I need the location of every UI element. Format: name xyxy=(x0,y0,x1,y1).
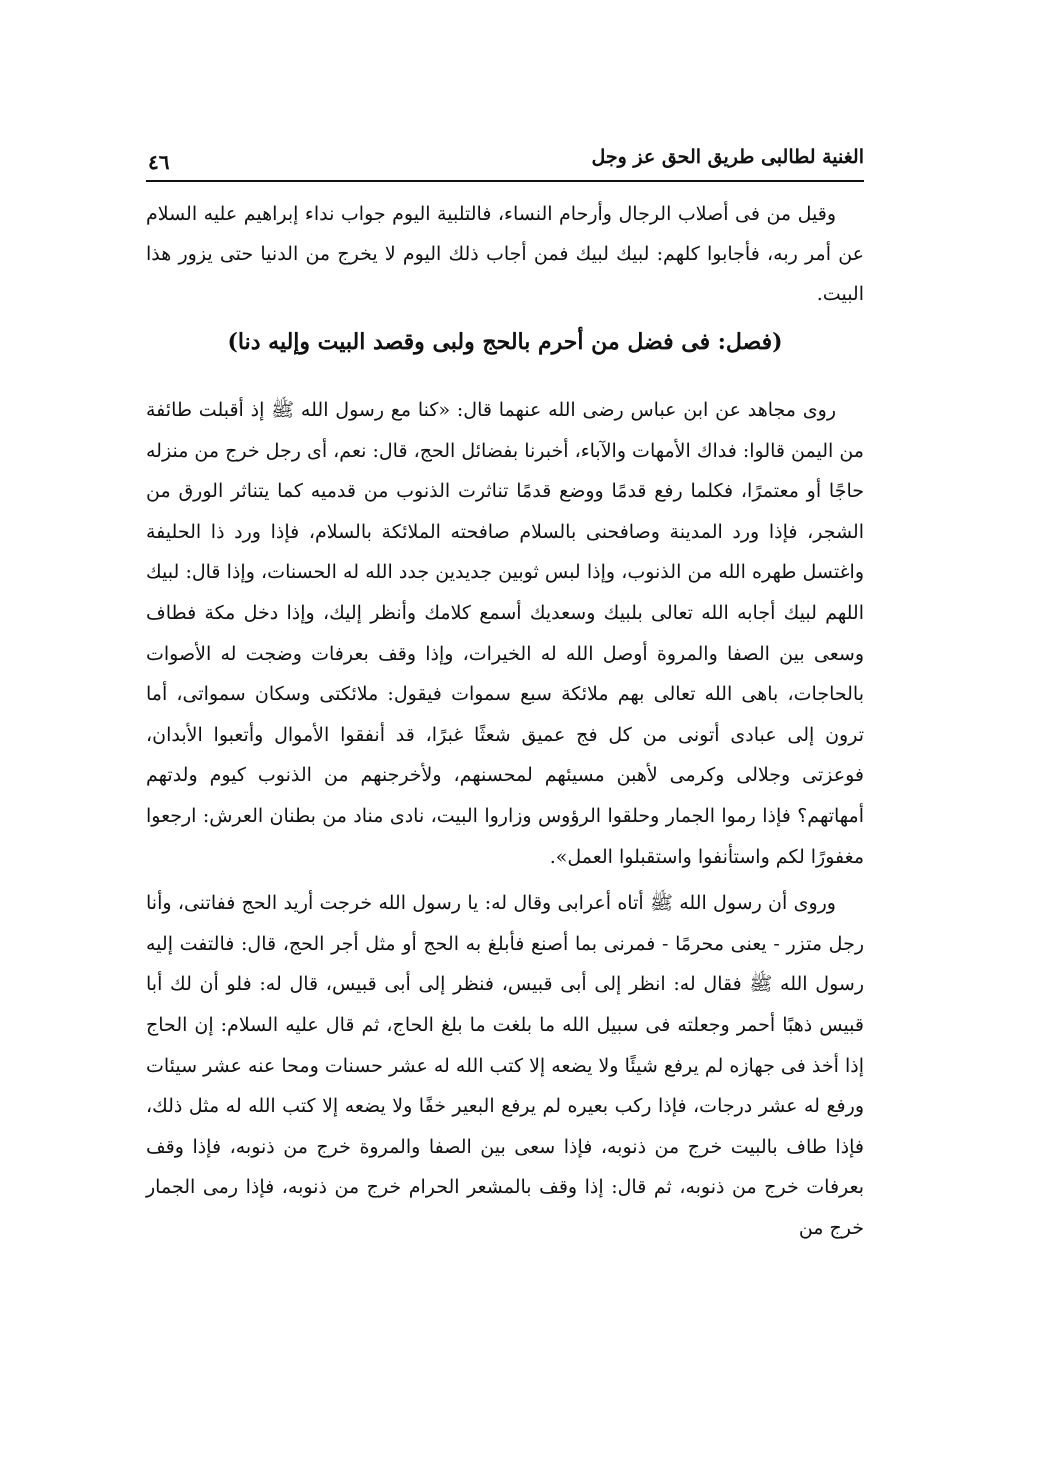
page-number: ٤٦ xyxy=(148,150,170,174)
paragraph-1: وقيل من فى أصلاب الرجال وأرحام النساء، فالتلبية اليوم جواب نداء إبراهيم عليه السلام عن أمر ربه، فأجابوا كلهم: لبيك لبيك فمن أجاب ذلك اليوم لا يخرج من الدنيا حتى يزور هذا البيت. xyxy=(146,203,864,305)
page-header xyxy=(146,146,864,180)
paragraph-2: روى مجاهد عن ابن عباس رضى الله عنهما قال: «كنا مع رسول الله ﷺ إذ أقبلت طائفة من اليمن قالوا: فداك الأمهات والآباء، أخبرنا بفضائل الحج، قال: نعم، أى رجل خرج من منزله حاجًا أو معتمرًا، فكلما رفع قدمًا ووضع قدمًا تناثرت الذنوب من قدميه كما يتناثر الورق من الشجر، فإذا ورد المدينة وصافحنى بالسلام صافحته الملائكة بالسلام، فإذا ورد ذا الحليفة واغتسل طهره الله من الذنوب، وإذا لبس ثوبين جديدين جدد الله له الحسنات، وإذا قال: لبيك اللهم لبيك أجابه الله تعالى بلبيك وسعديك أسمع كلامك وأنظر إليك، وإذا دخل مكة فطاف وسعى بين الصفا والمروة أوصل الله له الخيرات، وإذا وقف بعرفات وضجت له الأصوات بالحاجات، باهى الله تعالى بهم ملائكة سبع سموات فيقول: ملائكتى وسكان سمواتى، أما ترون إلى عبادى أتونى من كل فج عميق شعثًا غبرًا، قد أنفقوا الأموال وأتعبوا الأبدان، فوعزتى وجلالى وكرمى لأهبن مسيئهم لمحسنهم، ولأخرجنهم من الذنوب كيوم ولدتهم أمهاتهم؟ فإذا رموا الجمار وحلقوا الرؤوس وزاروا البيت، نادى مناد من بطنان العرش: ارجعوا مغفورًا لكم واستأنفوا واستقبلوا العمل». xyxy=(146,399,864,868)
section-heading: (فصل: فى فضل من أحرم بالحج ولبى وقصد البيت وإليه دنا) xyxy=(227,329,783,355)
running-title: الغنية لطالبى طريق الحق عز وجل xyxy=(591,146,864,168)
paragraph-3: وروى أن رسول الله ﷺ أتاه أعرابى وقال له: يا رسول الله خرجت أريد الحج ففاتنى، وأنا رجل متزر - يعنى محرمًا - فمرنى بما أصنع فأبلغ به الحج أو مثل أجر الحج، قال: فالتفت إليه رسول الله ﷺ فقال له: انظر إلى أبى قبيس، فنظر إلى أبى قبيس، قال له: فلو أن لك أبا قبيس ذهبًا أحمر وجعلته فى سبيل الله ما بلغت ما بلغ الحاج، ثم قال عليه السلام: إن الحاج إذا أخذ فى جهازه لم يرفع شيئًا ولا يضعه إلا كتب الله له عشر حسنات ومحا عنه عشر سيئات ورفع له عشر درجات، فإذا ركب بعيره لم يرفع البعير خفًا ولا يضعه إلا كتب الله له مثل ذلك، فإذا طاف بالبيت خرج من ذنوبه، فإذا سعى بين الصفا والمروة خرج من ذنوبه، فإذا وقف بعرفات خرج من ذنوبه، ثم قال: إذا وقف بالمشعر الحرام خرج من ذنوبه، فإذا رمى الجمار خرج من xyxy=(146,892,864,1239)
page-body xyxy=(146,194,864,1248)
header-rule xyxy=(146,180,864,182)
